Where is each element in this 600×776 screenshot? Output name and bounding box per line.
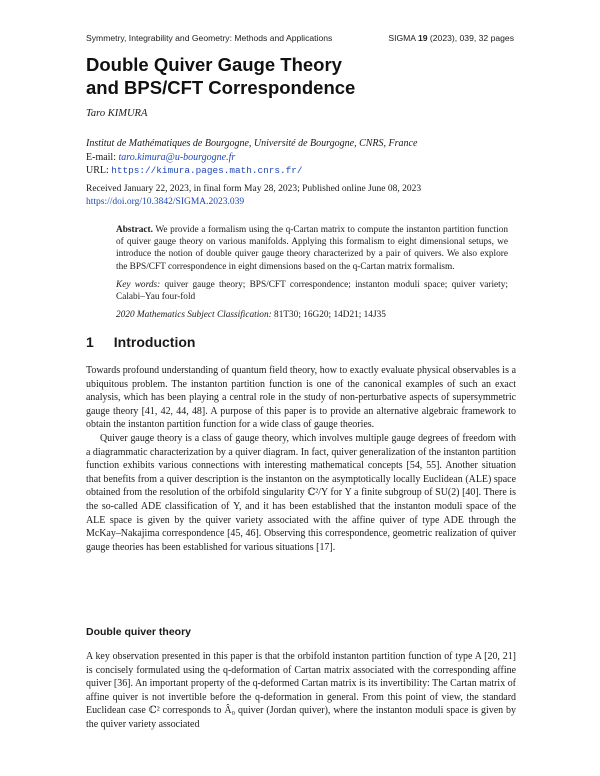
abstract-label: Abstract. — [116, 225, 153, 235]
journal-name: Symmetry, Integrability and Geometry: Methods and Applications — [86, 33, 333, 43]
doi-link[interactable]: https://doi.org/10.3842/SIGMA.2023.039 — [86, 197, 245, 207]
section-heading — [86, 334, 195, 350]
publication-dates — [86, 183, 421, 209]
url-line — [86, 164, 417, 178]
intro-paragraph-1: Towards profound understanding of quantum field theory, how to exactly evaluate physical observables is a ubiquitous problem. The instanton partition function is one of the canonical examples of such an exact analysis, which has been playing a central role in the study of non-perturbative aspects of supersymmetric gauge theory [41, 42, 44, 48]. A purpose of this paper is to provide an alternative algebraic framework to obtain the instanton partition function for a wide class of gauge theories. — [86, 365, 516, 431]
email-label: E-mail: — [86, 151, 119, 163]
section-title: Introduction — [113, 334, 196, 350]
institute: Institut de Mathématiques de Bourgogne, Université de Bourgogne, CNRS, France — [86, 138, 418, 149]
paper-title — [86, 53, 516, 99]
msc-text: 81T30; 16G20; 14D21; 14J35 — [271, 310, 386, 321]
intro-body — [86, 364, 516, 554]
keywords-label: Key words: — [116, 279, 161, 290]
keywords-text: quiver gauge theory; BPS/CFT correspondence; instanton moduli space; quiver variety; Calabi–Yau four-fold — [116, 279, 508, 303]
email-link[interactable]: taro.kimura@u-bourgogne.fr — [118, 151, 236, 163]
title-line-2: and BPS/CFT Correspondence — [86, 77, 356, 98]
subsection-heading: Double quiver theory — [86, 626, 192, 638]
email-line — [86, 151, 417, 165]
section-number: 1 — [86, 334, 94, 350]
title-line-1: Double Quiver Gauge Theory — [86, 54, 342, 75]
running-header — [86, 33, 514, 43]
author-name: Taro KIMURA — [86, 108, 148, 119]
intro-paragraph-2: Quiver gauge theory is a class of gauge theory, which involves multiple gauge degrees of freedom with a diagrammatic characterization by a quiver diagram. In fact, quiver generalization of the instanton partition function exhibits various connections with interesting mathematical concepts [54, 55]. Another situation that benefits from a quiver description is the instanton on the asymptotically locally Euclidean (ALE) space obtained from the resolution of the orbifold singularity ℂ²/Υ for Υ a finite subgroup of SU(2) [40]. There is the so-called ADE classification of Υ, and it has been established that the instanton moduli space of the ALE space is given by the quiver variety associated with the affine quiver of type ADE through the McKay–Nakajima correspondence [45, 46]. Observing this correspondence, geometric realization of quiver gauge theories has been established for various situations [17]. — [86, 432, 516, 553]
msc-paragraph — [116, 309, 508, 321]
sigma-prefix: SIGMA — [388, 33, 418, 43]
abstract-block — [116, 224, 508, 327]
sigma-rest: (2023), 039, 32 pages — [427, 33, 514, 43]
received-line: Received January 22, 2023, in final form May 28, 2023; Published online June 08, 2023 — [86, 184, 422, 194]
url-label: URL: — [86, 165, 112, 176]
double-quiver-paragraph-1: A key observation presented in this paper is that the orbifold instanton partition function of type A [20, 21] is concisely formulated using the q-deformation of Cartan matrix associated with the corresponding affine quiver [36]. An important property of the q-deformed Cartan matrix is its invertibility: The Cartan matrix of affine quiver is not invertible before the q-deformation in general. From this point of view, the standard Euclidean case ℂ² corresponds to Â₀ quiver (Jordan quiver), where the instanton moduli space is given by the quiver variety associated — [86, 651, 516, 730]
keywords-paragraph — [116, 279, 508, 303]
abstract-text: We provide a formalism using the q-Cartan matrix to compute the instanton partition function of quiver gauge theory on various manifolds. Applying this formalism to eight dimensional setups, we introduce the notion of double quiver gauge theory characterized by a pair of quivers. We also explore the BPS/CFT correspondence in eight dimensions based on the q-Cartan matrix formalism. — [116, 225, 508, 272]
msc-label: 2020 Mathematics Subject Classification: — [116, 310, 272, 321]
sigma-volume: 19 — [417, 33, 428, 43]
abstract-paragraph — [116, 224, 508, 273]
double-quiver-body — [86, 650, 516, 732]
url-link[interactable]: https://kimura.pages.math.cnrs.fr/ — [111, 165, 303, 176]
sigma-citation — [388, 33, 514, 43]
affiliation-block — [86, 137, 417, 178]
